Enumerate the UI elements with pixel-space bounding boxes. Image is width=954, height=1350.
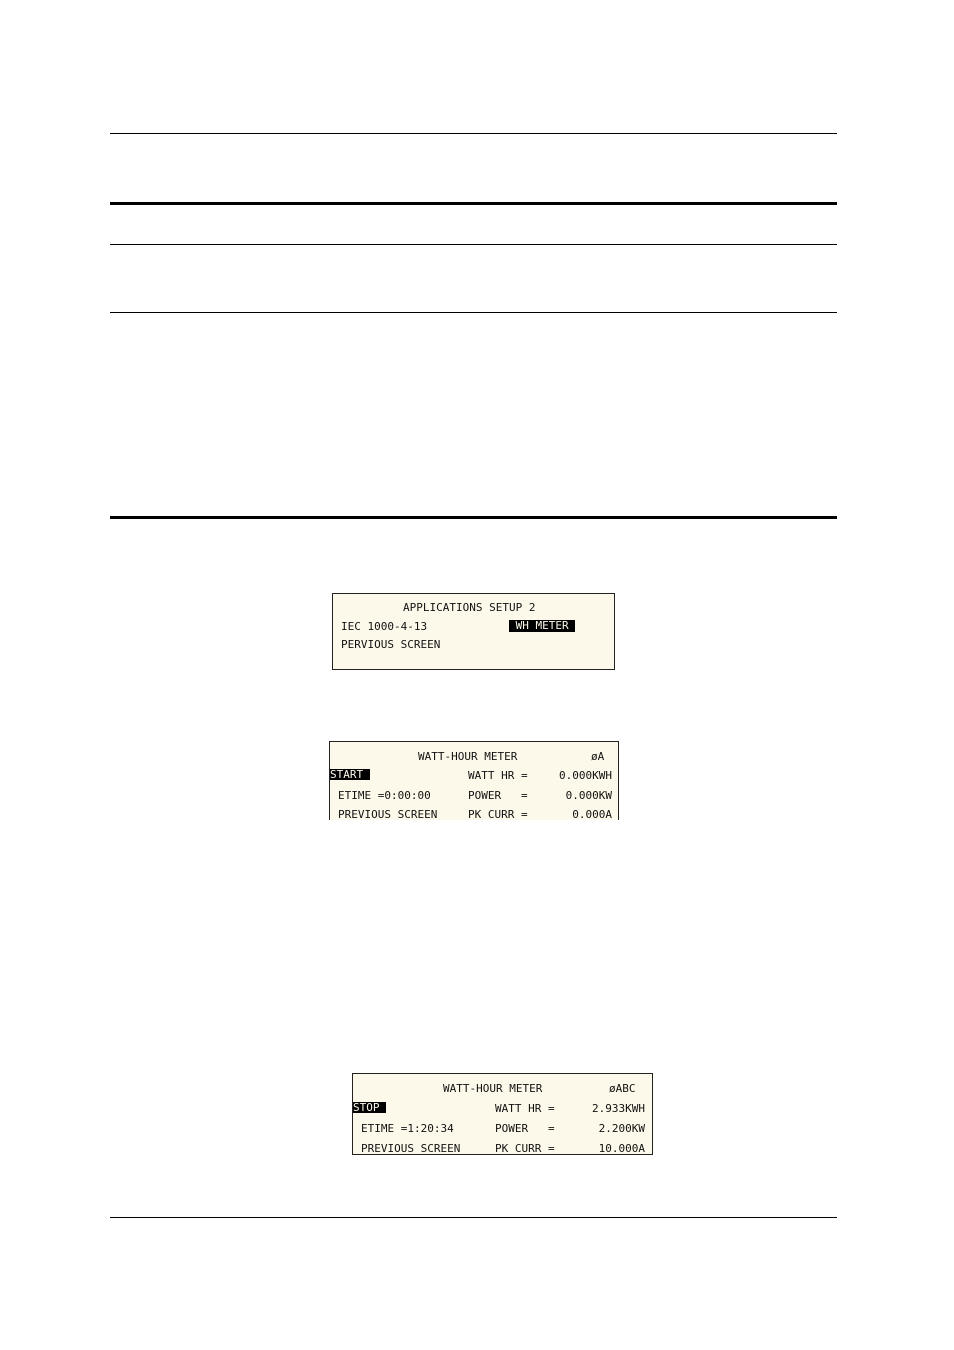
previous-screen-item[interactable]: PREVIOUS SCREEN [338,808,438,820]
rule-heading-top [110,202,837,205]
lcd-title: APPLICATIONS SETUP 2 [403,601,536,614]
rule-section [110,312,837,313]
power-label: POWER = [468,789,528,802]
power-value: 2.200KW [598,1122,645,1135]
phase-label: øA [591,750,605,763]
power-value: 0.000KW [565,789,612,802]
previous-screen-item[interactable]: PREVIOUS SCREEN [361,1142,461,1155]
stop-button[interactable]: STOP [353,1101,387,1114]
lcd-title: WATT-HOUR METER [418,750,518,763]
watt-hr-label: WATT HR = [495,1102,555,1115]
rule-heading-bottom [110,244,837,245]
watt-hr-label: WATT HR = [468,769,528,782]
pk-curr-label: PK CURR = [468,808,528,820]
etime-readout: ETIME =1:20:34 [361,1122,454,1135]
pk-curr-value: 10.000A [598,1142,645,1155]
pk-curr-value: 0.000A [572,808,612,820]
menu-item-wh-meter[interactable]: WH METER [509,619,576,632]
lcd-watt-hour-meter-abc [352,1073,653,1155]
phase-label: øABC [609,1082,636,1095]
watt-hr-value: 2.933KWH [592,1102,645,1115]
etime-readout: ETIME =0:00:00 [338,789,431,802]
start-button[interactable]: START [330,768,370,781]
lcd-title: WATT-HOUR METER [443,1082,543,1095]
menu-item-previous[interactable]: PERVIOUS SCREEN [341,638,441,651]
rule-footer [110,1217,837,1218]
pk-curr-label: PK CURR = [495,1142,555,1155]
power-label: POWER = [495,1122,555,1135]
rule-top [110,133,837,134]
lcd-applications-setup [332,593,615,670]
lcd-watt-hour-meter-a [329,741,619,820]
watt-hr-value: 0.000KWH [559,769,612,782]
rule-subsection [110,516,837,519]
menu-item-iec[interactable]: IEC 1000-4-13 [341,620,428,633]
